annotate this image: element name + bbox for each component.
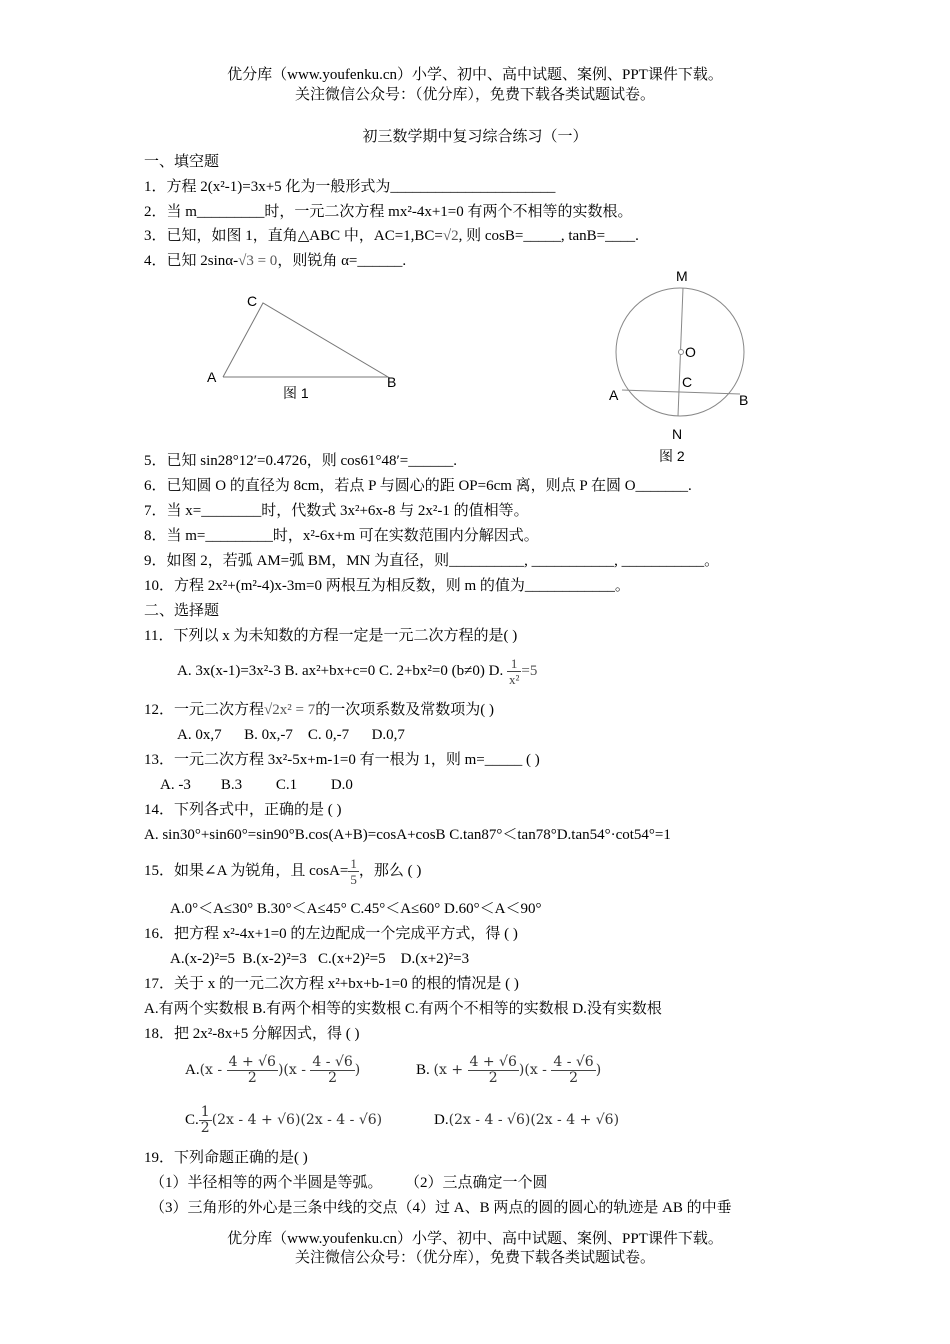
- q18-option-c: [185, 1100, 382, 1140]
- footer-line-2: 关注微信公众号：（优分库），免费下载各类试题试卷。: [294, 1250, 655, 1266]
- question-9: 9．如图 2，若弧 AM=弧 BM，MN 为直径，则__________, ___________, ___________。: [144, 553, 720, 569]
- q15-text-b: ，那么 ( ): [358, 863, 422, 879]
- q15-frac-num: 1: [350, 856, 357, 872]
- question-17: 17．关于 x 的一元二次方程 x²+bx+b-1=0 的根的情况是 ( ): [144, 976, 519, 992]
- question-13-options: A. -3 B.3 C.1 D.0: [160, 777, 353, 793]
- figure-1-triangle: [195, 285, 425, 410]
- figure-2-circle: [600, 262, 770, 467]
- q18a-num1: 4 + √6: [228, 1054, 276, 1071]
- fig2-label-c: C: [682, 374, 693, 390]
- question-3-text-b: , 则 cosB=_____, tanB=____.: [458, 228, 639, 244]
- q18-option-a: [185, 1050, 360, 1090]
- q18b-num2: 4 - √6: [553, 1054, 594, 1071]
- q18-option-b: [416, 1050, 601, 1090]
- question-18: 18．把 2x²-8x+5 分解因式，得 ( ): [144, 1026, 360, 1042]
- q18a-part2: )(x -: [277, 1062, 311, 1078]
- question-5: 5．已知 sin28°12′=0.4726，则 cos61°48′=______.: [144, 453, 457, 469]
- q11-options-text: A. 3x(x-1)=3x²-3 B. ax²+bx+c=0 C. 2+bx²=0 (b≠0) D.: [177, 663, 504, 679]
- question-11: 11．下列以 x 为未知数的方程一定是一元二次方程的是( ): [144, 628, 518, 644]
- fig2-label-o: O: [685, 344, 696, 360]
- triangle-abc: [223, 303, 388, 377]
- question-17-options: A.有两个实数根 B.有两个相等的实数根 C.有两个不相等的实数根 D.没有实数根: [144, 1001, 662, 1017]
- q18b-part2: )(x -: [518, 1062, 552, 1078]
- q18b-den2: 2: [569, 1070, 578, 1087]
- section-multiple-choice: 二、选择题: [144, 603, 220, 619]
- header-line-2: 关注微信公众号：（优分库），免费下载各类试题试卷。: [294, 87, 655, 103]
- question-10: 10．方程 2x²+(m²-4)x-3m=0 两根互为相反数，则 m 的值为____________。: [144, 578, 630, 594]
- question-3-text-a: 3．已知，如图 1，直角△ABC 中，AC=1,BC=: [144, 228, 443, 244]
- question-12-options: A. 0x,7 B. 0x,-7 C. 0,-7 D.0,7: [177, 727, 405, 743]
- question-4-text-b: ，则锐角 α=______.: [277, 253, 407, 269]
- sqrt-3-equation: √3 = 0: [238, 253, 278, 269]
- fig2-label-b: B: [739, 392, 749, 408]
- page-title: 初三数学期中复习综合练习（一）: [362, 129, 588, 145]
- footer-line-1: 优分库（www.youfenku.cn）小学、初中、高中试题、案例、PPT课件下载。: [227, 1231, 723, 1247]
- q18b-frac2: [551, 1055, 595, 1086]
- q18a-part1: (x -: [199, 1062, 227, 1078]
- question-19-line-1: （1）半径相等的两个半圆是等弧。 （2）三点确定一个圆: [150, 1175, 548, 1191]
- q18c-num: 1: [200, 1104, 210, 1121]
- q11-frac-num: 1: [507, 656, 521, 672]
- q15-frac-den: 5: [350, 872, 357, 888]
- question-11-options: [177, 653, 537, 689]
- fig2-label-n: N: [672, 426, 683, 442]
- q15-text-a: 15．如果∠A 为锐角，且 cosA=: [144, 863, 349, 879]
- q11-fraction: [507, 656, 521, 687]
- q12-equation: √2x² = 7: [264, 702, 316, 718]
- center-point: [679, 350, 684, 355]
- q18b-den1: 2: [488, 1070, 498, 1087]
- question-14: 14．下列各式中，正确的是 ( ): [144, 802, 342, 818]
- question-19-line-2: （3）三角形的外心是三条中线的交点（4）过 A、B 两点的圆的圆心的轨迹是 AB 的中垂: [150, 1200, 732, 1216]
- question-13: 13．一元二次方程 3x²-5x+m-1=0 有一根为 1，则 m=_____ ( ): [144, 752, 540, 768]
- q18b-label: B.: [416, 1062, 430, 1078]
- fig1-caption: 图 1: [283, 385, 309, 401]
- q12-text-a: 12．一元二次方程: [144, 702, 265, 718]
- q18b-part3: ): [595, 1062, 602, 1078]
- q11-rhs: =5: [521, 663, 538, 679]
- fig2-label-a: A: [609, 387, 619, 403]
- q18c-frac: [199, 1105, 212, 1136]
- q18-option-d: [434, 1100, 619, 1140]
- chord-ab: [622, 390, 740, 394]
- q18c-den: 2: [200, 1120, 210, 1137]
- question-16: 16．把方程 x²-4x+1=0 的左边配成一个完成平方式，得 ( ): [144, 926, 518, 942]
- q18d-expr: (2x - 4 - √6)(2x - 4 + √6): [448, 1112, 620, 1128]
- question-4-text-a: 4．已知 2sinα-: [144, 253, 239, 269]
- question-3: [144, 226, 639, 246]
- q18c-label: C.: [185, 1112, 199, 1128]
- fig1-label-c: C: [247, 293, 258, 309]
- q18c-expr: (2x - 4 + √6)(2x - 4 - √6): [211, 1112, 383, 1128]
- q18a-frac2: [310, 1055, 354, 1086]
- q18a-num2: 4 - √6: [312, 1054, 353, 1071]
- question-2: 2．当 m_________时，一元二次方程 mx²-4x+1=0 有两个不相等的实数根。: [144, 204, 633, 220]
- q18a-frac1: [227, 1055, 278, 1086]
- header-line-1: 优分库（www.youfenku.cn）小学、初中、高中试题、案例、PPT课件下载。: [227, 67, 723, 83]
- q18a-den1: 2: [247, 1070, 257, 1087]
- q15-fraction: [348, 856, 359, 887]
- question-8: 8．当 m=_________时，x²-6x+m 可在实数范围内分解因式。: [144, 528, 539, 544]
- q18a-label: A.: [185, 1062, 200, 1078]
- q18a-part3: ): [354, 1062, 361, 1078]
- question-19: 19．下列命题正确的是( ): [144, 1150, 308, 1166]
- q18b-frac1: [468, 1055, 519, 1086]
- section-fill-in: 一、填空题: [144, 154, 220, 170]
- q12-text-b: 的一次项系数及常数项为( ): [315, 702, 494, 718]
- q18a-den2: 2: [328, 1070, 338, 1087]
- fig2-label-m: M: [676, 268, 688, 284]
- question-1: 1．方程 2(x²-1)=3x+5 化为一般形式为______________________: [144, 179, 556, 195]
- question-7: 7．当 x=________时，代数式 3x²+6x-8 与 2x²-1 的值相等。: [144, 503, 529, 519]
- fig1-label-b: B: [387, 374, 397, 390]
- sqrt-2: √2: [442, 228, 459, 244]
- question-4: [144, 251, 406, 271]
- question-12: [144, 700, 494, 720]
- question-14-options: A. sin30°+sin60°=sin90°B.cos(A+B)=cosA+cosB C.tan87°＜tan78°D.tan54°·cot54°=1: [144, 827, 671, 843]
- question-6: 6．已知圆 O 的直径为 8cm，若点 P 与圆心的距 OP=6cm 离，则点 P 在圆 O_______.: [144, 478, 692, 494]
- fig1-label-a: A: [207, 369, 217, 385]
- q18d-label: D.: [434, 1112, 449, 1128]
- question-16-options: A.(x-2)²=5 B.(x-2)²=3 C.(x+2)²=5 D.(x+2)²=3: [170, 951, 470, 967]
- q11-frac-den: x²: [508, 672, 520, 688]
- q18b-num1: 4 + √6: [469, 1054, 517, 1071]
- question-15: [144, 851, 421, 891]
- q18b-part1: (x +: [433, 1062, 468, 1078]
- fig2-caption: 图 2: [659, 448, 685, 464]
- question-15-options: A.0°＜A≤30° B.30°＜A≤45° C.45°＜A≤60° D.60°＜A＜90°: [170, 901, 542, 917]
